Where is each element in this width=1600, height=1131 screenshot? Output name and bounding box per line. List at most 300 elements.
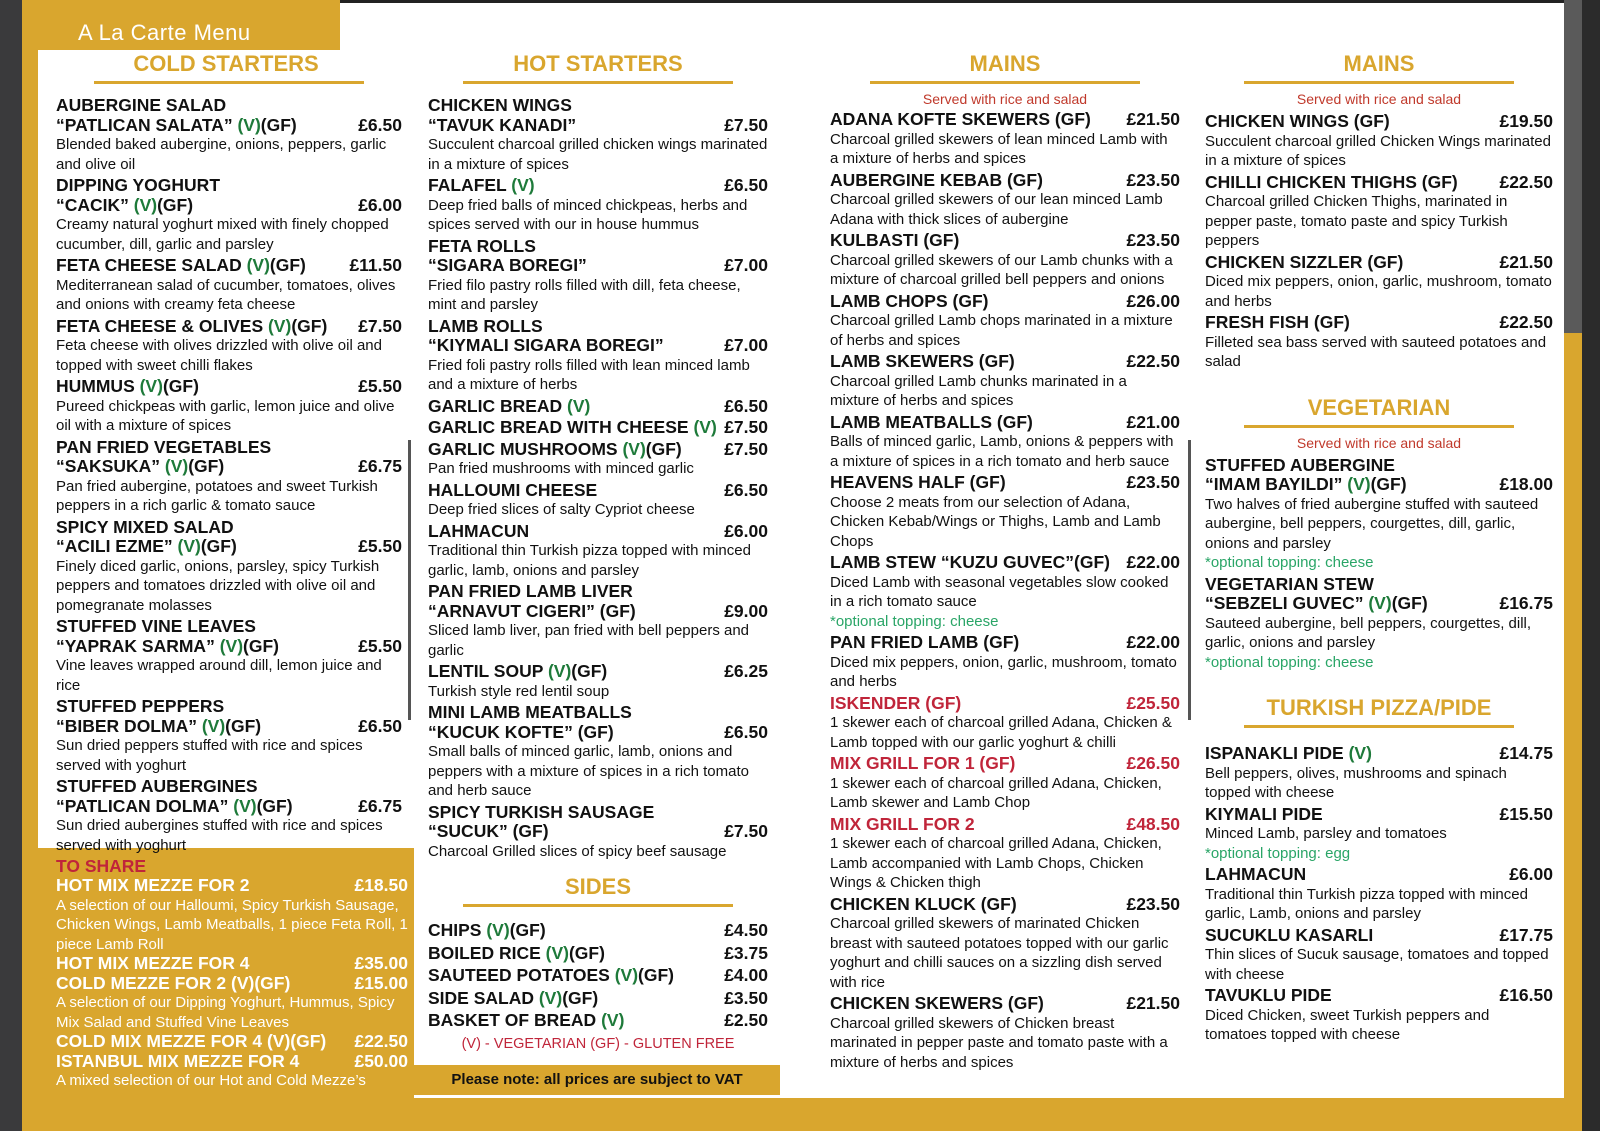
menu-item <box>428 237 768 315</box>
item-name: “CACIK” (V)(GF) <box>56 194 194 215</box>
menu-item <box>1205 926 1553 985</box>
menu-item <box>56 974 408 1033</box>
item-price: £18.50 <box>354 875 408 895</box>
item-name: “ACILI EZME” (V)(GF) <box>56 536 237 556</box>
item-description: 1 skewer each of charcoal grilled Adana, Chicken & Lamb topped with our garlic yoghurt & chilli <box>830 714 1172 751</box>
item-name: “KUCUK KOFTE” (GF) <box>428 721 614 742</box>
item-title: LAMB ROLLS <box>428 315 543 336</box>
menu-item <box>428 397 768 417</box>
item-description: Charcoal grilled skewers of our Lamb chunks with a mixture of charcoal grilled bell peppers and onions <box>830 251 1173 288</box>
item-description: Choose 2 meats from our selection of Adana, Chicken Kebab/Wings or Thighs, Lamb and Lamb Chops <box>830 493 1161 550</box>
menu-item <box>1205 986 1553 1045</box>
item-name: HEAVENS HALF (GF) <box>830 472 1006 492</box>
gluten-free-tag: (GF) <box>638 965 674 985</box>
item-name: “SIGARA BOREGI” <box>428 255 587 275</box>
item-name: COLD MEZZE FOR 2 (V)(GF) <box>56 972 291 993</box>
menu-item <box>428 703 768 801</box>
gluten-free-tag: (GF) <box>571 661 608 681</box>
to-share-section <box>56 857 408 1091</box>
menu-item <box>1205 313 1553 372</box>
menu-item <box>428 176 768 235</box>
optional-topping: *optional topping: cheese <box>830 612 999 630</box>
item-description: Small balls of minced garlic, lamb, onions and peppers with a mixture of spices in a rich tomato and herb sauce <box>428 743 749 799</box>
item-name-row <box>428 662 768 682</box>
item-name: MIX GRILL FOR 2 <box>830 813 975 834</box>
side-item <box>428 942 768 965</box>
menu-item <box>830 231 1180 290</box>
item-name-row <box>1205 865 1553 885</box>
menu-item <box>56 438 402 516</box>
right-gold-strip <box>1564 333 1582 1131</box>
item-name: LAMB CHOPS (GF) <box>830 290 989 311</box>
item-description: Charcoal grilled Chicken Thighs, marinated in pepper paste, tomato paste and spicy Turkish peppers <box>1205 193 1508 249</box>
item-name: “TAVUK KANADI” <box>428 114 577 135</box>
vat-note: Please note: all prices are subject to VAT <box>414 1065 780 1095</box>
item-name-row <box>830 694 1180 714</box>
item-description: Balls of minced garlic, Lamb, onions & peppers with a mixture of spices in a rich tomato and herb sauce <box>830 433 1174 470</box>
item-name-row <box>830 754 1180 774</box>
item-price: £6.50 <box>724 721 768 742</box>
item-name-row <box>56 637 402 657</box>
item-name-row <box>428 602 768 622</box>
item-name-row <box>830 292 1180 312</box>
menu-item <box>830 473 1180 551</box>
item-name: SIDE SALAD (V)(GF) <box>428 987 599 1008</box>
vegetarian-tag: (V) <box>1368 593 1392 613</box>
menu-item <box>428 317 768 395</box>
menu-item <box>830 895 1180 993</box>
item-name-row <box>56 377 402 397</box>
item-name-row <box>1205 926 1553 946</box>
item-name-row <box>56 537 402 557</box>
item-description: Diced Chicken, sweet Turkish peppers and tomatoes topped with cheese <box>1205 1006 1490 1043</box>
item-price: £6.50 <box>724 479 768 500</box>
vegetarian-tag: (V) <box>486 920 510 940</box>
item-price: £16.50 <box>1499 985 1553 1005</box>
item-name: BASKET OF BREAD (V) <box>428 1010 625 1030</box>
item-price: £50.00 <box>354 1050 408 1071</box>
gluten-free-tag: (GF) <box>269 255 306 275</box>
item-title: CHICKEN WINGS <box>428 95 572 115</box>
item-name: FETA CHEESE & OLIVES (V)(GF) <box>56 315 328 336</box>
section-subtitle: Served with rice and salad <box>1296 91 1462 107</box>
item-name: CHICKEN WINGS (GF) <box>1205 111 1390 131</box>
item-name: LAMB SKEWERS (GF) <box>830 351 1015 371</box>
menu-item <box>56 1032 408 1052</box>
item-name-row <box>830 473 1180 493</box>
item-price: £7.50 <box>724 114 768 135</box>
item-description: Mediterranean salad of cucumber, tomatoes, olives and onions with creamy feta cheese <box>56 276 396 313</box>
item-price: £9.00 <box>724 600 768 621</box>
item-name-row <box>56 317 402 337</box>
item-price: £22.50 <box>1126 351 1180 371</box>
item-name: LAHMACUN <box>1205 864 1307 884</box>
item-name-row <box>830 231 1180 251</box>
item-price: £6.75 <box>358 456 402 476</box>
item-price: £16.75 <box>1499 593 1553 613</box>
item-description: Pan fried aubergine, potatoes and sweet Turkish peppers in a rich garlic & tomato sauce <box>56 477 378 514</box>
section-title: VEGETARIAN <box>1307 394 1451 420</box>
item-name: TAVUKLU PIDE <box>1205 985 1332 1005</box>
menu-list <box>1205 744 1553 1045</box>
vegetarian-tag: (V) <box>538 987 563 1008</box>
gluten-free-tag: (GF) <box>562 987 599 1008</box>
item-name: HUMMUS (V)(GF) <box>56 376 199 396</box>
item-name-row <box>428 822 768 842</box>
menu-item <box>1205 456 1553 573</box>
menu-list <box>428 96 768 861</box>
item-description: Creamy natural yoghurt mixed with finely chopped cucumber, dill, garlic and parsley <box>56 216 389 253</box>
item-description: Charcoal grilled Lamb chops marinated in a mixture of herbs and spices <box>830 312 1173 349</box>
side-item <box>428 919 768 942</box>
mains-section <box>830 52 1180 1072</box>
item-price: £23.50 <box>1126 169 1180 190</box>
item-price: £26.50 <box>1126 753 1180 773</box>
vegetarian-tag: (V) <box>201 715 226 736</box>
menu-item <box>56 96 402 174</box>
item-name-row <box>56 876 408 896</box>
gluten-free-tag: (GF) <box>291 315 328 336</box>
menu-item <box>830 553 1180 631</box>
menu-item <box>428 522 768 581</box>
hot-starters-section <box>428 52 768 1052</box>
menu-item <box>830 352 1180 411</box>
item-price: £6.75 <box>358 795 402 816</box>
item-price: £35.00 <box>354 953 408 973</box>
item-name-row <box>830 171 1180 191</box>
item-description: Feta cheese with olives drizzled with olive oil and topped with sweet chilli flakes <box>56 337 382 374</box>
item-name-row <box>830 994 1180 1014</box>
item-name-row <box>428 418 768 438</box>
gluten-free-tag: (GF) <box>1391 593 1428 613</box>
item-name: LAMB STEW “KUZU GUVEC”(GF) <box>830 552 1110 572</box>
item-name-row <box>830 815 1180 835</box>
item-name-row <box>1205 986 1553 1006</box>
item-price: £22.50 <box>1499 171 1553 192</box>
item-name-row <box>56 797 402 817</box>
item-name: “BIBER DOLMA” (V)(GF) <box>56 715 262 736</box>
item-description: Charcoal grilled skewers of marinated Chicken breast with sauteed potatoes topped with our garlic yoghurt and chilli sauces on a sizzling dish served with rice <box>830 915 1169 991</box>
item-name: “YAPRAK SARMA” (V)(GF) <box>56 635 279 656</box>
menu-item <box>428 96 768 174</box>
section-title: MAINS <box>1343 51 1415 76</box>
item-price: £5.50 <box>358 635 402 656</box>
item-name-row <box>1205 313 1553 333</box>
vegetarian-tag: (V) <box>164 456 189 476</box>
section-title: TURKISH PIZZA/PIDE <box>1266 695 1492 720</box>
gluten-free-tag: (GF) <box>162 376 199 396</box>
item-price: £22.50 <box>1499 312 1553 332</box>
gluten-free-tag: (GF) <box>243 635 279 656</box>
item-name: GARLIC BREAD WITH CHEESE (V) <box>428 417 717 437</box>
item-price: £26.00 <box>1126 290 1180 311</box>
menu-item <box>830 815 1180 893</box>
item-description: Diced Lamb with seasonal vegetables slow cooked in a rich tomato sauce <box>830 573 1169 610</box>
item-description: Two halves of fried aubergine stuffed with sauteed aubergine, bell peppers, courgettes, dill, garlic, onions and parsley <box>1205 495 1539 552</box>
item-price: £2.50 <box>724 1010 768 1030</box>
item-price: £6.50 <box>358 715 402 736</box>
item-name: KULBASTI (GF) <box>830 230 960 250</box>
vegetarian-tag: (V) <box>547 661 572 681</box>
item-name: ISKENDER (GF) <box>830 692 962 713</box>
menu-item <box>830 413 1180 472</box>
section-rule <box>463 904 733 907</box>
item-name: “ARNAVUT CIGERI” (GF) <box>428 600 636 621</box>
optional-topping: *optional topping: cheese <box>1205 554 1374 571</box>
menu-item <box>56 1052 408 1091</box>
item-description: Turkish style red lentil soup <box>428 682 610 700</box>
item-description: Sun dried peppers stuffed with rice and spices served with yoghurt <box>56 737 363 774</box>
item-price: £23.50 <box>1126 472 1180 492</box>
item-title: DIPPING YOGHURT <box>56 175 221 195</box>
item-name: FRESH FISH (GF) <box>1205 312 1350 332</box>
item-name: SUCUKLU KASARLI <box>1205 924 1374 945</box>
item-name: CHICKEN SKEWERS (GF) <box>830 993 1044 1013</box>
item-price: £21.50 <box>1126 993 1180 1013</box>
menu-item <box>830 694 1180 753</box>
item-description: Traditional thin Turkish pizza topped with minced garlic, lamb, onions and parsley <box>428 542 751 579</box>
gluten-free-tag: (GF) <box>645 438 682 459</box>
item-name-row <box>1205 112 1553 132</box>
item-price: £15.00 <box>354 972 408 993</box>
item-name-row <box>830 895 1180 915</box>
item-price: £6.00 <box>358 194 402 215</box>
menu-item <box>428 440 768 479</box>
item-price: £23.50 <box>1126 230 1180 250</box>
menu-item <box>830 292 1180 351</box>
item-name: “KIYMALI SIGARA BOREGI” <box>428 335 664 355</box>
section-rule <box>870 81 1140 84</box>
item-name: CHICKEN KLUCK (GF) <box>830 893 1017 914</box>
item-description: Traditional thin Turkish pizza topped with minced garlic, Lamb, onions and parsley <box>1205 885 1528 922</box>
item-name: PAN FRIED LAMB (GF) <box>830 632 1020 652</box>
menu-list <box>56 876 408 1091</box>
item-name: CHILLI CHICKEN THIGHS (GF) <box>1205 171 1458 192</box>
item-price: £5.50 <box>358 376 402 396</box>
item-name-row <box>56 196 402 216</box>
item-title: SPICY TURKISH SAUSAGE <box>428 801 655 822</box>
vegetarian-tag: (V) <box>133 194 158 215</box>
item-description: Deep fried slices of salty Cypriot cheese <box>428 501 695 518</box>
mains-continued-section <box>1205 52 1553 1045</box>
item-title: STUFFED AUBERGINE <box>1205 454 1395 475</box>
item-description: Sun dried aubergines stuffed with rice and spices served with yoghurt <box>56 817 383 854</box>
item-description: A mixed selection of our Hot and Cold Mezze’s <box>56 1072 366 1089</box>
item-name: ISPANAKLI PIDE (V) <box>1205 743 1372 763</box>
item-price: £3.75 <box>724 942 768 963</box>
item-price: £6.25 <box>724 661 768 681</box>
gluten-free-tag: (GF) <box>200 536 237 556</box>
menu-list <box>1205 112 1553 372</box>
cold-starters-section <box>56 52 402 855</box>
section-title: SIDES <box>564 874 632 899</box>
item-name: LAHMACUN <box>428 520 530 541</box>
menu-item <box>56 256 402 315</box>
vegetarian-tag: (V) <box>267 315 292 336</box>
item-description: Succulent charcoal grilled Chicken Wings marinated in a mixture of spices <box>1205 132 1551 169</box>
top-rule <box>340 0 1564 3</box>
vegetarian-tag: (V) <box>139 376 163 396</box>
menu-item <box>830 110 1180 169</box>
column-divider <box>408 440 411 720</box>
item-name-row <box>1205 475 1553 495</box>
item-price: £11.50 <box>349 255 402 275</box>
item-price: £5.50 <box>358 536 402 556</box>
item-price: £6.50 <box>724 175 768 195</box>
item-description: Diced mix peppers, onion, garlic, mushroom, tomato and herbs <box>1205 273 1552 310</box>
menu-item <box>56 617 402 695</box>
right-frame-bar <box>1582 0 1600 1131</box>
item-price: £19.50 <box>1499 111 1553 131</box>
menu-item <box>56 697 402 775</box>
left-gold-strip <box>22 0 38 1131</box>
item-name: FETA CHEESE SALAD (V)(GF) <box>56 255 306 275</box>
item-description: Diced mix peppers, onion, garlic, mushroom, tomato and herbs <box>830 653 1177 690</box>
menu-item <box>1205 575 1553 673</box>
item-description: Charcoal grilled skewers of our lean minced Lamb Adana with thick slices of aubergine <box>830 191 1163 228</box>
section-subtitle: Served with rice and salad <box>922 91 1088 107</box>
item-price: £15.50 <box>1499 803 1553 824</box>
item-price: £6.50 <box>358 114 402 135</box>
item-name: BOILED RICE (V)(GF) <box>428 942 605 963</box>
vegetarian-tag: (V) <box>693 417 717 437</box>
menu-item <box>1205 112 1553 171</box>
item-title: SPICY MIXED SALAD <box>56 516 234 537</box>
item-description: A selection of our Halloumi, Spicy Turkish Sausage, Chicken Wings, Lamb Meatballs, 1 piece Feta Roll, 1 piece Lamb Roll <box>56 896 408 953</box>
gluten-free-tag: (GF) <box>260 114 297 135</box>
item-description: Fried filo pastry rolls filled with dill, feta cheese, mint and parsley <box>428 276 741 313</box>
item-name-row <box>56 116 402 136</box>
menu-list <box>1205 456 1553 673</box>
section-rule <box>1244 725 1514 728</box>
bottom-gold-band <box>38 1098 1564 1131</box>
vegetarian-tag: (V) <box>545 942 569 963</box>
menu-item <box>428 803 768 862</box>
item-description: Charcoal Grilled slices of spicy beef sausage <box>428 842 727 860</box>
item-description: Sliced lamb liver, pan fried with bell peppers and garlic <box>428 622 750 659</box>
item-name-row <box>428 176 768 196</box>
item-name-row <box>56 256 402 276</box>
item-price: £7.00 <box>724 335 768 355</box>
item-description: Minced Lamb, parsley and tomatoes <box>1205 825 1447 842</box>
item-title: STUFFED AUBERGINES <box>56 776 258 796</box>
item-description: Charcoal grilled skewers of lean minced Lamb with a mixture of herbs and spices <box>830 130 1168 167</box>
item-price: £25.50 <box>1126 692 1180 713</box>
item-name: HOT MIX MEZZE FOR 4 <box>56 953 250 973</box>
item-name-row <box>428 397 768 417</box>
menu-item <box>56 954 408 974</box>
item-description: A selection of our Dipping Yoghurt, Hummus, Spicy Mix Salad and Stuffed Vine Leaves <box>56 994 395 1031</box>
item-description: Charcoal grilled Lamb chunks marinated in a mixture of herbs and spices <box>830 372 1127 409</box>
menu-item <box>830 994 1180 1072</box>
item-description: Deep fried balls of minced chickpeas, herbs and spices served with our in house hummus <box>428 196 748 233</box>
vegetarian-tag: (V) <box>622 438 646 459</box>
item-name: ISTANBUL MIX MEZZE FOR 4 <box>56 1050 300 1071</box>
menu-item <box>56 777 402 855</box>
item-name: “SAKSUKA” (V)(GF) <box>56 456 225 476</box>
item-price: £7.50 <box>724 821 768 841</box>
item-description: 1 skewer each of charcoal grilled Adana, Chicken, Lamb skewer and Lamb Chop <box>830 774 1162 811</box>
vegetarian-tag: (V) <box>177 536 201 556</box>
item-name-row <box>428 522 768 542</box>
menu-item <box>56 176 402 254</box>
gluten-free-tag: (GF) <box>225 715 262 736</box>
vegetarian-tag: (V) <box>614 965 639 985</box>
menu-title: A La Carte Menu <box>38 0 340 50</box>
gluten-free-tag: (GF) <box>157 194 194 215</box>
item-description: Pureed chickpeas with garlic, lemon juice and olive oil with a mixture of spices <box>56 397 395 434</box>
item-name: HALLOUMI CHEESE <box>428 479 598 500</box>
item-price: £23.50 <box>1126 893 1180 914</box>
section-title: COLD STARTERS <box>133 51 319 76</box>
item-name: “SUCUK” (GF) <box>428 821 549 841</box>
item-description: Filleted sea bass served with sauteed potatoes and salad <box>1205 333 1547 370</box>
item-title: PAN FRIED VEGETABLES <box>56 436 272 457</box>
section-subtitle: Served with rice and salad <box>1296 434 1462 451</box>
item-title: MINI LAMB MEATBALLS <box>428 702 632 722</box>
item-price: £4.50 <box>724 920 768 940</box>
menu-item <box>830 171 1180 230</box>
item-price: £18.00 <box>1499 474 1553 494</box>
menu-item <box>56 377 402 436</box>
column-divider <box>1188 440 1191 720</box>
menu-item <box>428 418 768 438</box>
item-description: 1 skewer each of charcoal grilled Adana, Chicken, Lamb accompanied with Lamb Chops, Chicken Wings & Chicken thigh <box>830 835 1162 891</box>
item-name: “SEBZELI GUVEC” (V)(GF) <box>1205 593 1428 613</box>
item-price: £7.00 <box>724 255 768 275</box>
item-price: £21.50 <box>1499 251 1553 272</box>
menu-list <box>428 919 768 1032</box>
item-title: FETA ROLLS <box>428 235 536 256</box>
item-name-row <box>1205 805 1553 825</box>
menu-item <box>830 633 1180 692</box>
item-name-row <box>56 1052 408 1072</box>
item-name-row <box>56 954 408 974</box>
item-name-row <box>428 116 768 136</box>
item-name: “IMAM BAYILDI” (V)(GF) <box>1205 474 1407 494</box>
item-name-row <box>830 110 1180 130</box>
item-name-row <box>56 974 408 994</box>
item-price: £21.00 <box>1126 411 1180 432</box>
item-title: AUBERGINE SALAD <box>56 95 227 115</box>
item-name-row <box>1205 744 1553 764</box>
gluten-free-tag: (GF) <box>509 920 546 940</box>
vegetarian-tag: (V) <box>1348 743 1372 763</box>
menu-item <box>1205 805 1553 864</box>
menu-item <box>830 754 1180 813</box>
item-name: COLD MIX MEZZE FOR 4 (V)(GF) <box>56 1031 327 1051</box>
item-name-row <box>428 440 768 460</box>
vegetarian-tag: (V) <box>511 175 535 195</box>
item-description: Pan fried mushrooms with minced garlic <box>428 460 694 477</box>
item-name-row <box>830 352 1180 372</box>
item-name-row <box>830 553 1180 573</box>
item-name-row <box>830 633 1180 653</box>
item-name-row <box>428 723 768 743</box>
item-price: £48.50 <box>1126 813 1180 834</box>
section-rule <box>1244 81 1514 84</box>
menu-item <box>428 481 768 520</box>
item-name: ADANA KOFTE SKEWERS (GF) <box>830 109 1091 129</box>
item-name: CHICKEN SIZZLER (GF) <box>1205 251 1404 272</box>
item-description: Bell peppers, olives, mushrooms and spinach topped with cheese <box>1205 764 1507 801</box>
vegetarian-tag: (V) <box>237 114 261 135</box>
item-title: STUFFED VINE LEAVES <box>56 616 256 636</box>
item-description: Charcoal grilled skewers of Chicken breast marinated in pepper paste and tomato paste with a mixture of herbs and spices <box>830 1014 1168 1071</box>
item-description: Thin slices of Sucuk sausage, tomatoes and topped with cheese <box>1205 946 1549 983</box>
item-price: £7.50 <box>724 417 768 437</box>
vegetarian-tag: (V) <box>567 395 591 416</box>
